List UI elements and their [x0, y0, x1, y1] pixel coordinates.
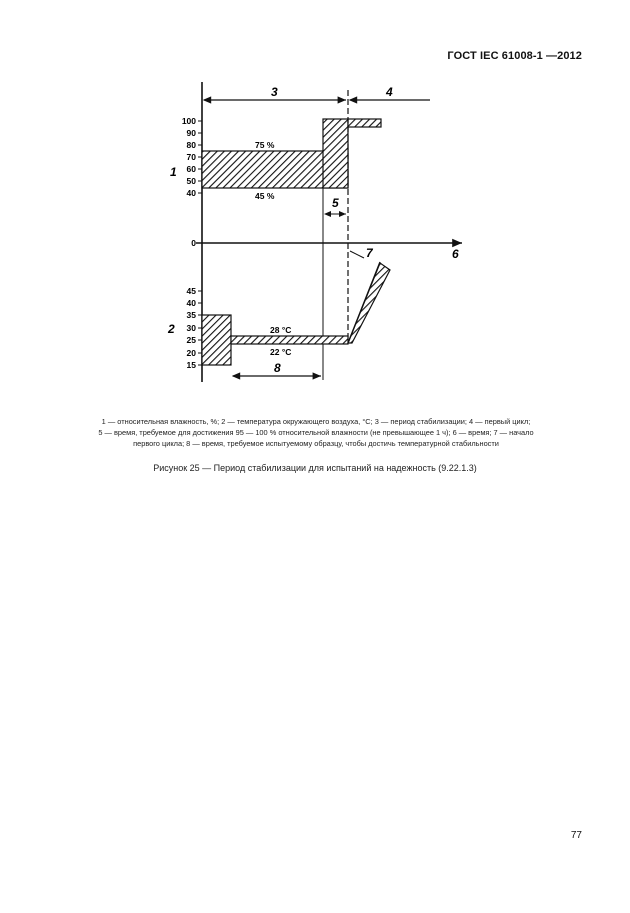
tick-label: 70 — [186, 152, 196, 162]
legend-line: 5 — время, требуемое для достижения 95 — 100 % относительной влажности (не превышающее 1 ч); 6 — время; 7 — начало — [98, 428, 534, 437]
tick-label: 40 — [186, 298, 196, 308]
tick-label: 60 — [186, 164, 196, 174]
upper-humidity-label: 75 % — [255, 140, 275, 150]
upper-temp-label: 28 °C — [270, 325, 292, 335]
tick-label: 15 — [186, 360, 196, 370]
tick-label: 80 — [186, 140, 196, 150]
figure-legend — [46, 416, 586, 449]
temperature-tick-labels — [187, 286, 197, 370]
label-temperature-axis: 2 — [168, 322, 175, 336]
figure-caption: Рисунок 25 — Период стабилизации для испытаний на надежность (9.22.1.3) — [153, 463, 477, 473]
page-number: 77 — [570, 830, 582, 841]
label-humidity-axis: 1 — [170, 165, 177, 179]
tick-label: 40 — [186, 188, 196, 198]
tick-label: 50 — [186, 176, 196, 186]
tick-label: 30 — [186, 323, 196, 333]
tick-label: 35 — [186, 310, 196, 320]
temperature-initial-hatch — [202, 315, 231, 365]
tick-label: 25 — [186, 335, 196, 345]
label-stabilization: 3 — [271, 85, 278, 99]
humidity-tick-labels — [182, 116, 196, 198]
humidity-rise-hatch — [323, 119, 348, 188]
cycle-start-leader — [350, 251, 364, 258]
label-time-to-temp: 8 — [274, 361, 281, 375]
label-first-cycle: 4 — [386, 85, 393, 99]
zero-label: 0 — [191, 238, 196, 248]
legend-line: первого цикла; 8 — время, требуемое испытуемому образцу, чтобы достичь температурной стабильности — [133, 439, 499, 448]
humidity-first-cycle-hatch — [348, 119, 381, 127]
stabilization-diagram — [0, 0, 630, 400]
temperature-band-hatch — [231, 336, 348, 344]
label-time-axis: 6 — [452, 247, 459, 261]
label-time-to-95: 5 — [332, 196, 339, 210]
label-cycle-start: 7 — [366, 246, 373, 260]
temperature-ramp-hatch — [348, 263, 390, 343]
tick-label: 90 — [186, 128, 196, 138]
lower-temp-label: 22 °C — [270, 347, 292, 357]
lower-humidity-label: 45 % — [255, 191, 275, 201]
tick-label: 100 — [181, 116, 196, 126]
legend-line: 1 — относительная влажность, %; 2 — температура окружающего воздуха, °С; 3 — период стабилизации; 4 — первый цикл; — [101, 417, 531, 426]
tick-label: 20 — [186, 348, 196, 358]
temperature-ramp-line — [348, 262, 380, 343]
page-header: ГОСТ IEC 61008-1 —2012 — [447, 50, 582, 62]
tick-label: 45 — [186, 286, 196, 296]
